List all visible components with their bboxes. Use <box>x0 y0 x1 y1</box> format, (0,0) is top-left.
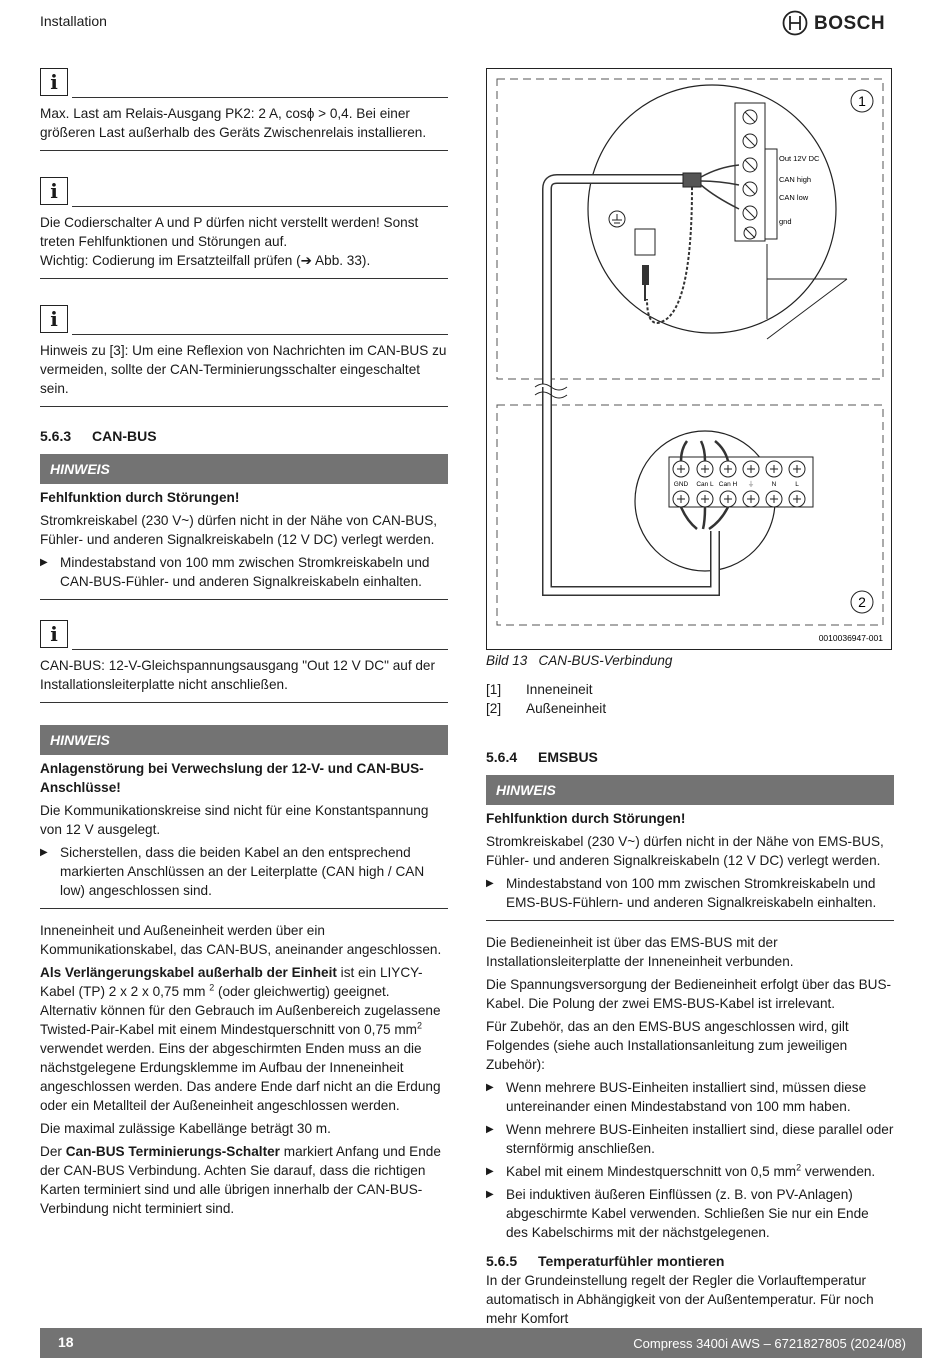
bullet-item: ▶ Sicherstellen, dass die beiden Kabel an den entsprechend markierten Anschlüssen an der Leiterplatte (CAN high / CAN low) angeschlossen sind. <box>40 843 448 900</box>
section-title: EMSBUS <box>538 749 598 765</box>
label-out12v: Out 12V DC <box>779 154 820 163</box>
section-heading <box>486 1252 894 1271</box>
info-note-header <box>40 620 448 650</box>
divider <box>72 97 448 98</box>
notice-banner: HINWEIS <box>486 775 894 805</box>
brand-logo <box>782 9 885 37</box>
superscript: 2 <box>796 1162 802 1173</box>
section-number: 5.6.4 <box>486 749 518 765</box>
info-note-text: CAN-BUS: 12-V-Gleichspannungsausgang "Out 12 V DC" auf der Installationsleiterplatte nicht anschließen. <box>40 658 436 692</box>
callout-2: 2 <box>858 594 866 610</box>
paragraph-text: (oder gleichwertig) geeignet. Alternativ können für den Gebrauch im Außenbereich zugelassene Twisted-Pair-Kabel mit einem Mindestquerschnitt von 0,75 mm <box>40 984 441 1037</box>
divider <box>72 334 448 335</box>
section-title: CAN-BUS <box>92 428 157 444</box>
info-icon: i <box>40 305 68 333</box>
paragraph <box>40 963 448 1115</box>
bullet-text: verwenden. <box>801 1164 876 1179</box>
legend-key: [1] <box>486 682 502 697</box>
info-icon: i <box>40 68 68 96</box>
figure-code: 0010036947-001 <box>818 633 883 643</box>
legend-text: Außeneinheit <box>526 701 607 716</box>
paragraph: Inneneinheit und Außeneinheit werden über ein Kommunikationskabel, das CAN-BUS, aneinander angeschlossen. <box>40 923 442 957</box>
info-note-header <box>40 68 448 98</box>
left-column <box>40 68 448 1222</box>
paragraph-text: markiert Anfang und Ende der CAN-BUS Verbindung. Achten Sie darauf, dass die richtigen Karten terminiert sind und alle übrigen innerhalb der CAN-BUS-Verbindung nicht terminiert sind. <box>40 1144 441 1216</box>
notice-title: Anlagenstörung bei Verwechslung der 12-V- und CAN-BUS-Anschlüsse! <box>40 761 424 795</box>
bullet-item: ▶ Mindestabstand von 100 mm zwischen Stromkreiskabeln und CAN-BUS-Fühler- und anderen Signalkreiskabeln einhalten. <box>40 553 448 591</box>
info-note-text: Wichtig: Codierung im Ersatzteilfall prüfen (➔ Abb. 33). <box>40 253 371 268</box>
terminal-label: N <box>771 481 777 488</box>
label-can-low: CAN low <box>779 193 809 202</box>
legend-item <box>486 680 894 699</box>
info-note-header <box>40 305 448 335</box>
caption-number: Bild 13 <box>486 653 528 668</box>
wiring-diagram <box>487 69 891 649</box>
divider <box>72 206 448 207</box>
legend-key: [2] <box>486 701 502 716</box>
paragraph: Die maximal zulässige Kabellänge beträgt 30 m. <box>40 1121 331 1136</box>
notice-text: Stromkreiskabel (230 V~) dürfen nicht in der Nähe von CAN-BUS, Fühler- und anderen Signalkreiskabeln (12 V DC) verlegt werden. <box>40 513 438 547</box>
notice-block-2 <box>40 755 448 909</box>
paragraph <box>40 1142 448 1218</box>
running-header: Installation <box>40 13 107 29</box>
bullet-item: ▶ Bei induktiven äußeren Einflüssen (z. B. von PV-Anlagen) abgeschirmte Kabel verwenden. Schließen Sie nur ein Ende des Kabelschirms mit der nächstgelegenen. <box>486 1185 894 1242</box>
paragraph: Die Spannungsversorgung der Bedieneinheit erfolgt über das BUS-Kabel. Die Polung der zwei EMS-BUS-Kabel ist irrelevant. <box>486 977 892 1011</box>
terminal-label: Can L <box>696 481 714 488</box>
notice-text: Die Kommunikationskreise sind nicht für eine Konstantspannung von 12 V ausgelegt. <box>40 803 429 837</box>
page-number: 18 <box>58 1334 74 1350</box>
callout-1: 1 <box>858 93 866 109</box>
terminal-label: ⏚ <box>747 481 755 488</box>
section-number: 5.6.5 <box>486 1253 518 1269</box>
info-note-header <box>40 177 448 207</box>
figure-caption <box>486 651 894 670</box>
notice-block-3 <box>486 805 894 921</box>
superscript: 2 <box>417 1020 423 1031</box>
terminal-label: GND <box>673 481 689 488</box>
right-column <box>486 651 894 1332</box>
notice-text: Stromkreiskabel (230 V~) dürfen nicht in der Nähe von EMS-BUS, Fühler- und anderen Signalkreiskabeln (12 V DC) verlegt werden. <box>486 834 884 868</box>
info-icon: i <box>40 620 68 648</box>
label-gnd: gnd <box>779 217 792 226</box>
section-number: 5.6.3 <box>40 428 72 444</box>
info-note-4 <box>40 656 448 703</box>
paragraph-text: ist ein LIYCY-Kabel (TP) 2 x 2 x 0,75 mm <box>40 965 423 999</box>
bullet-item: ▶ Mindestabstand von 100 mm zwischen Stromkreiskabeln und EMS-BUS-Fühlern- und anderen Signalkreiskabeln einhalten. <box>486 874 894 912</box>
document-reference: Compress 3400i AWS – 6721827805 (2024/08) <box>633 1336 906 1351</box>
divider <box>72 649 448 650</box>
notice-title: Fehlfunktion durch Störungen! <box>486 811 686 826</box>
info-note-text: Max. Last am Relais-Ausgang PK2: 2 A, cosϕ > 0,4. Bei einer größeren Last außerhalb des Geräts Zwischenrelais installieren. <box>40 106 427 140</box>
notice-block-1 <box>40 484 448 600</box>
bullet-item: ▶ Wenn mehrere BUS-Einheiten installiert sind, müssen diese untereinander einen Mindestabstand von 100 mm haben. <box>486 1078 894 1116</box>
section-title: Temperaturfühler montieren <box>538 1253 725 1269</box>
label-can-high: CAN high <box>779 175 812 184</box>
bullet-item <box>486 1162 894 1181</box>
paragraph-bold: Can-BUS Terminierungs-Schalter <box>65 1144 280 1159</box>
paragraph: Die Bedieneinheit ist über das EMS-BUS mit der Installationsleiterplatte der Inneneinheit verbunden. <box>486 935 794 969</box>
paragraph-text: verwendet werden. Eins der abgeschirmten Enden muss an die nächstgelegene Erdungsklemme im Aufbau der Inneneinheit angeschlossen werden. Das andere Ende darf nicht an die Erdung oder ein Metallteil der Außeneinheit angeschlossen werden. <box>40 1041 441 1113</box>
legend-item <box>486 699 894 718</box>
superscript: 2 <box>209 982 215 993</box>
terminal-label: L <box>795 481 799 488</box>
paragraph: In der Grundeinstellung regelt der Regler die Vorlauftemperatur automatisch in Abhängigkeit von der Außentemperatur. Für noch mehr Komfort <box>486 1273 874 1326</box>
page-footer <box>40 1328 922 1358</box>
info-note-3 <box>40 341 448 407</box>
brand-name: BOSCH <box>814 12 886 34</box>
section-heading <box>40 427 448 446</box>
notice-banner: HINWEIS <box>40 454 448 484</box>
info-note-2 <box>40 213 448 279</box>
terminal-label: Can H <box>718 481 738 488</box>
info-note-1 <box>40 104 448 151</box>
info-icon: i <box>40 177 68 205</box>
info-note-text: Hinweis zu [3]: Um eine Reflexion von Nachrichten im CAN-BUS zu vermeiden, sollte der CAN-Terminierungsschalter eingeschaltet sein. <box>40 343 447 396</box>
bullet-item: ▶ Wenn mehrere BUS-Einheiten installiert sind, diese parallel oder sternförmig anschließen. <box>486 1120 894 1158</box>
paragraph: Für Zubehör, das an den EMS-BUS angeschlossen wird, gilt Folgendes (siehe auch Installationsanleitung zum jeweiligen Zubehör): <box>486 1019 849 1072</box>
paragraph-text: Der <box>40 1144 66 1159</box>
section-heading <box>486 748 894 767</box>
legend-text: Inneneineit <box>526 682 593 697</box>
notice-banner: HINWEIS <box>40 725 448 755</box>
info-note-text: Die Codierschalter A und P dürfen nicht verstellt werden! Sonst treten Fehlfunktionen und Störungen auf. <box>40 215 419 249</box>
paragraph-bold: Als Verlängerungskabel außerhalb der Einheit <box>40 965 337 980</box>
bosch-armature-icon <box>782 10 808 36</box>
figure-can-bus-wiring <box>486 68 892 650</box>
caption-text: CAN-BUS-Verbindung <box>538 653 673 668</box>
bullet-text: Kabel mit einem Mindestquerschnitt von 0,5 mm <box>506 1164 797 1179</box>
notice-title: Fehlfunktion durch Störungen! <box>40 490 240 505</box>
